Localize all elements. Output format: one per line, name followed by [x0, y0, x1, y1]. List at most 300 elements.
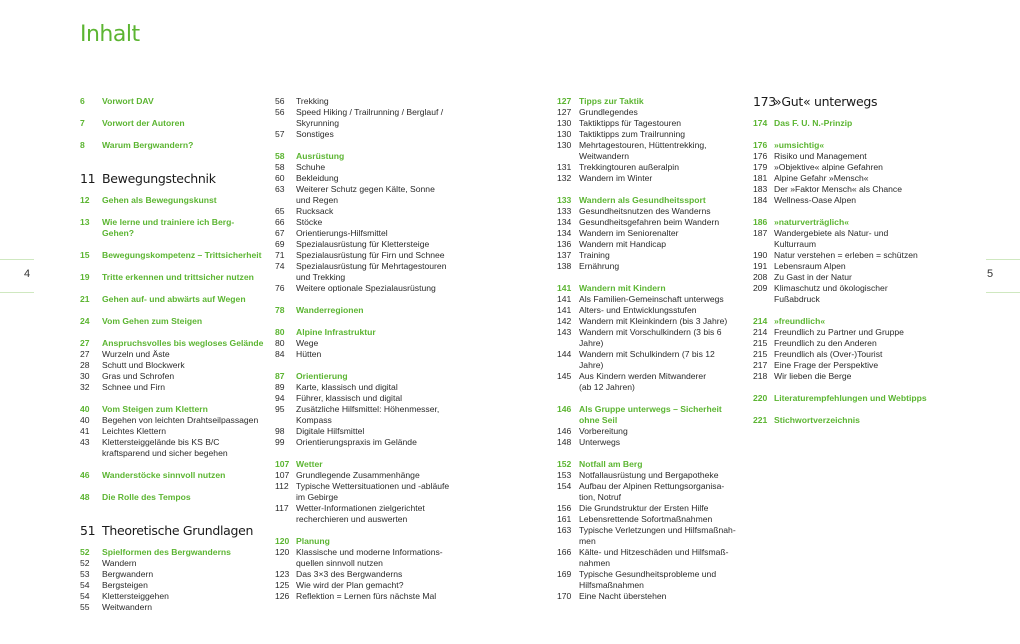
- toc-title: Wanderstöcke sinnvoll nutzen: [102, 469, 226, 480]
- toc-entry: [275, 338, 465, 349]
- toc-title: Gesundheitsnutzen des Wanderns: [579, 205, 711, 216]
- toc-title: Zusätzliche Hilfsmittel: Höhenmesser, Kompass: [296, 403, 440, 425]
- toc-entry: [80, 569, 265, 580]
- toc-page-number: 117: [275, 502, 289, 513]
- toc-page-number: 28: [80, 359, 90, 370]
- toc-entry: [275, 382, 465, 393]
- toc-page-number: 184: [753, 194, 768, 205]
- toc-title: »umsichtig«: [774, 139, 825, 150]
- toc-column-2: [275, 96, 465, 602]
- toc-entry: [557, 349, 742, 371]
- toc-page-number: 43: [80, 436, 90, 447]
- toc-title: Vom Gehen zum Steigen: [102, 315, 203, 326]
- toc-title: Alpine Infrastruktur: [296, 326, 376, 337]
- toc-title: Trekkingtouren außeralpin: [579, 161, 679, 172]
- toc-section: [80, 96, 265, 107]
- toc-title: Warum Bergwandern?: [102, 139, 194, 150]
- toc-title: Gras und Schrofen: [102, 370, 175, 381]
- toc-entry: [557, 426, 742, 437]
- toc-page-number: 15: [80, 249, 90, 260]
- toc-entry: [557, 228, 742, 239]
- toc-page-number: 69: [275, 238, 285, 249]
- toc-entry: [80, 591, 265, 602]
- right-margin-rule-bottom: [986, 292, 1020, 293]
- toc-title: Wir lieben die Berge: [774, 370, 852, 381]
- toc-entry: [275, 481, 465, 503]
- toc-title: Taktiktipps für Tagestouren: [579, 117, 682, 128]
- toc-entry: [753, 162, 943, 173]
- toc-title: Begehen von leichten Drahtseilpassagen: [102, 414, 259, 425]
- toc-page-number: 107: [275, 458, 290, 469]
- toc-title: Wie lerne und trainiere ich Berg-Gehen?: [102, 216, 235, 238]
- toc-title: Weitere optionale Spezialausrüstung: [296, 282, 436, 293]
- toc-title: Wetter-Informationen zielgerichtet recherchieren und auswerten: [296, 502, 425, 524]
- toc-page-number: 215: [753, 348, 768, 359]
- toc-title: Spezialausrüstung für Klettersteige: [296, 238, 430, 249]
- toc-title: Stichwortverzeichnis: [774, 414, 860, 425]
- toc-entry: [753, 184, 943, 195]
- toc-title: Klettersteiggelände bis KS B/C kraftsparend und sicher begehen: [102, 436, 228, 458]
- toc-page-number: 176: [753, 139, 768, 150]
- toc-title: Wurzeln und Äste: [102, 348, 170, 359]
- toc-title: Das F. U. N.-Prinzip: [774, 117, 853, 128]
- toc-page-number: 89: [275, 381, 285, 392]
- toc-chapter: [80, 168, 265, 190]
- toc-title: Bewegungstechnik: [102, 171, 216, 186]
- toc-title: Spezialausrüstung für Firn und Schnee: [296, 249, 445, 260]
- toc-title: Typische Wettersituationen und -abläufe im Gebirge: [296, 480, 450, 502]
- toc-page-number: 67: [275, 227, 285, 238]
- toc-page-number: 12: [80, 194, 90, 205]
- toc-page-number: 123: [275, 568, 290, 579]
- toc-title: Wanderregionen: [296, 304, 364, 315]
- toc-section: [80, 338, 265, 349]
- toc-page-number: 161: [557, 513, 572, 524]
- toc-entry: [557, 118, 742, 129]
- toc-title: Wandern als Gesundheitssport: [579, 194, 706, 205]
- toc-page-number: 174: [753, 117, 768, 128]
- toc-entry: [753, 228, 943, 250]
- toc-entry: [275, 96, 465, 107]
- toc-title: Als Familien-Gemeinschaft unterwegs: [579, 293, 724, 304]
- toc-title: Typische Gesundheitsprobleme und Hilfsmaßnahmen: [579, 568, 717, 590]
- toc-entry: [275, 349, 465, 360]
- toc-section: [80, 294, 265, 305]
- toc-section: [80, 547, 265, 558]
- toc-section: [753, 316, 943, 327]
- toc-section: [275, 536, 465, 547]
- toc-title: Orientierung: [296, 370, 348, 381]
- toc-entry: [557, 173, 742, 184]
- toc-page-number: 24: [80, 315, 90, 326]
- toc-entry: [557, 129, 742, 140]
- toc-page-number: 27: [80, 348, 90, 359]
- toc-section: [753, 140, 943, 151]
- toc-page-number: 133: [557, 205, 572, 216]
- toc-title: Karte, klassisch und digital: [296, 381, 398, 392]
- toc-entry: [753, 327, 943, 338]
- toc-entry: [557, 547, 742, 569]
- toc-entry: [557, 261, 742, 272]
- toc-title: Reflektion = Lernen fürs nächste Mal: [296, 590, 437, 601]
- toc-page-number: 21: [80, 293, 90, 304]
- toc-page-number: 134: [557, 227, 572, 238]
- left-margin-rule-top: [0, 259, 34, 260]
- toc-title: Schutt und Blockwerk: [102, 359, 185, 370]
- toc-page-number: 148: [557, 436, 572, 447]
- toc-page-number: 145: [557, 370, 572, 381]
- toc-page-number: 60: [275, 172, 285, 183]
- toc-page-number: 173: [753, 94, 776, 109]
- toc-page-number: 153: [557, 469, 572, 480]
- page-number-left: 4: [24, 268, 31, 280]
- toc-title: Kälte- und Hitzeschäden und Hilfsmaß- nahmen: [579, 546, 729, 568]
- toc-page-number: 87: [275, 370, 285, 381]
- toc-page-number: 11: [80, 171, 96, 186]
- toc-page-number: 221: [753, 414, 768, 425]
- toc-page-number: 209: [753, 282, 768, 293]
- toc-title: Führer, klassisch und digital: [296, 392, 403, 403]
- toc-title: Aus Kindern werden Mitwanderer (ab 12 Jahren): [579, 370, 707, 392]
- toc-page-number: 186: [753, 216, 768, 227]
- toc-entry: [275, 184, 465, 206]
- toc-title: Unterwegs: [579, 436, 621, 447]
- toc-title: Risiko und Management: [774, 150, 867, 161]
- toc-section: [275, 151, 465, 162]
- toc-page-number: 169: [557, 568, 572, 579]
- toc-page-number: 78: [275, 304, 285, 315]
- toc-entry: [275, 283, 465, 294]
- toc-title: Rucksack: [296, 205, 334, 216]
- toc-page-number: 57: [275, 128, 285, 139]
- toc-entry: [557, 316, 742, 327]
- toc-section: [80, 404, 265, 415]
- toc-title: Notfallausrüstung und Bergapotheke: [579, 469, 719, 480]
- toc-page-number: 74: [275, 260, 285, 271]
- toc-entry: [275, 437, 465, 448]
- toc-title: Speed Hiking / Trailrunning / Berglauf / Skyrunning: [296, 106, 444, 128]
- toc-page-number: 125: [275, 579, 290, 590]
- toc-section: [753, 118, 943, 129]
- toc-entry: [80, 580, 265, 591]
- toc-entry: [557, 294, 742, 305]
- left-margin-rule-bottom: [0, 292, 34, 293]
- toc-entry: [275, 261, 465, 283]
- toc-entry: [275, 393, 465, 404]
- toc-title: Als Gruppe unterwegs – Sicherheit ohne Seil: [579, 403, 722, 425]
- toc-title: Grundlegende Zusammenhänge: [296, 469, 420, 480]
- toc-title: Lebensraum Alpen: [774, 260, 846, 271]
- toc-entry: [557, 503, 742, 514]
- toc-entry: [275, 591, 465, 602]
- toc-section: [557, 96, 742, 107]
- toc-title: Die Grundstruktur der Ersten Hilfe: [579, 502, 709, 513]
- toc-title: Vorwort DAV: [102, 95, 154, 106]
- toc-title: Schnee und Firn: [102, 381, 166, 392]
- toc-title: Alters- und Entwicklungsstufen: [579, 304, 697, 315]
- toc-title: Klettersteiggehen: [102, 590, 169, 601]
- toc-page-number: 52: [80, 546, 90, 557]
- toc-page-number: 76: [275, 282, 285, 293]
- toc-title: Zu Gast in der Natur: [774, 271, 852, 282]
- toc-page-number: 146: [557, 403, 572, 414]
- toc-entry: [80, 360, 265, 371]
- toc-section: [80, 118, 265, 129]
- toc-title: Vorbereitung: [579, 425, 628, 436]
- toc-entry: [275, 404, 465, 426]
- toc-page-number: 80: [275, 326, 285, 337]
- toc-page-number: 130: [557, 117, 572, 128]
- toc-title: Bewegungskompetenz – Trittsicherheit: [102, 249, 262, 260]
- toc-entry: [753, 360, 943, 371]
- toc-page-number: 214: [753, 326, 768, 337]
- toc-title: »freundlich«: [774, 315, 826, 326]
- toc-page-number: 19: [80, 271, 90, 282]
- toc-title: Training: [579, 249, 610, 260]
- toc-entry: [557, 514, 742, 525]
- toc-page-number: 65: [275, 205, 285, 216]
- toc-page-number: 131: [557, 161, 572, 172]
- toc-entry: [275, 162, 465, 173]
- toc-page-number: 220: [753, 392, 768, 403]
- toc-title: Der »Faktor Mensch« als Chance: [774, 183, 903, 194]
- toc-title: Tipps zur Taktik: [579, 95, 644, 106]
- toc-entry: [557, 217, 742, 228]
- toc-title: Ausrüstung: [296, 150, 345, 161]
- toc-section: [557, 195, 742, 206]
- toc-entry: [557, 327, 742, 349]
- right-margin-rule-top: [986, 259, 1020, 260]
- toc-page-number: 94: [275, 392, 285, 403]
- toc-chapter: [80, 520, 265, 542]
- toc-title: Wie wird der Plan gemacht?: [296, 579, 404, 590]
- toc-title: Literaturempfehlungen und Webtipps: [774, 392, 927, 403]
- toc-page-number: 6: [80, 95, 85, 106]
- toc-entry: [557, 525, 742, 547]
- toc-page-number: 99: [275, 436, 285, 447]
- toc-entry: [80, 415, 265, 426]
- toc-page-number: 127: [557, 95, 572, 106]
- toc-title: Wandergebiete als Natur- und Kulturraum: [774, 227, 889, 249]
- toc-page-number: 183: [753, 183, 768, 194]
- toc-page-number: 144: [557, 348, 572, 359]
- toc-entry: [753, 195, 943, 206]
- toc-section: [80, 140, 265, 151]
- toc-page-number: 176: [753, 150, 768, 161]
- toc-page-number: 32: [80, 381, 90, 392]
- toc-page-number: 66: [275, 216, 285, 227]
- toc-title: Mehrtagestouren, Hüttentrekking, Weitwandern: [579, 139, 707, 161]
- toc-page-number: 27: [80, 337, 90, 348]
- toc-page-number: 13: [80, 216, 90, 227]
- toc-title: Wandern: [102, 557, 137, 568]
- toc-title: Klimaschutz und ökologischer Fußabdruck: [774, 282, 888, 304]
- toc-entry: [80, 382, 265, 393]
- toc-section: [275, 371, 465, 382]
- toc-title: Aufbau der Alpinen Rettungsorganisa- tion, Notruf: [579, 480, 725, 502]
- toc-title: Freundlich zu Partner und Gruppe: [774, 326, 904, 337]
- toc-title: Orientierungspraxis im Gelände: [296, 436, 417, 447]
- toc-page-number: 51: [80, 523, 96, 538]
- toc-entry: [275, 228, 465, 239]
- toc-title: Gehen auf- und abwärts auf Wegen: [102, 293, 246, 304]
- toc-entry: [275, 426, 465, 437]
- toc-title: Trekking: [296, 95, 329, 106]
- toc-title: Hütten: [296, 348, 322, 359]
- toc-page-number: 154: [557, 480, 572, 491]
- toc-page-number: 156: [557, 502, 572, 513]
- toc-title: Schuhe: [296, 161, 326, 172]
- toc-title: Wandern mit Handicap: [579, 238, 667, 249]
- toc-page-number: 41: [80, 425, 90, 436]
- toc-page-number: 143: [557, 326, 572, 337]
- toc-entry: [753, 250, 943, 261]
- toc-title: Eine Nacht überstehen: [579, 590, 667, 601]
- toc-title: Klassische und moderne Informations- quellen sinnvoll nutzen: [296, 546, 443, 568]
- toc-entry: [557, 569, 742, 591]
- toc-title: Notfall am Berg: [579, 458, 643, 469]
- toc-entry: [275, 217, 465, 228]
- toc-page-number: 54: [80, 579, 90, 590]
- toc-page-number: 214: [753, 315, 768, 326]
- toc-section: [753, 393, 943, 404]
- toc-page-number: 71: [275, 249, 285, 260]
- toc-page-number: 133: [557, 194, 572, 205]
- toc-column-1: [80, 96, 265, 613]
- toc-title: Digitale Hilfsmittel: [296, 425, 365, 436]
- toc-page-number: 95: [275, 403, 285, 414]
- toc-section: [80, 250, 265, 261]
- toc-title: Bekleidung: [296, 172, 339, 183]
- toc-title: Wandern mit Schulkindern (7 bis 12 Jahre): [579, 348, 715, 370]
- toc-page-number: 55: [80, 601, 90, 612]
- toc-title: Theoretische Grundlagen: [102, 523, 254, 538]
- toc-entry: [557, 239, 742, 250]
- toc-title: Weitwandern: [102, 601, 152, 612]
- toc-entry: [275, 503, 465, 525]
- toc-entry: [80, 602, 265, 613]
- toc-section: [80, 217, 265, 239]
- toc-page-number: 190: [753, 249, 768, 260]
- toc-section: [80, 316, 265, 327]
- toc-entry: [80, 437, 265, 459]
- toc-entry: [753, 371, 943, 382]
- toc-entry: [275, 250, 465, 261]
- toc-title: Spielformen des Bergwanderns: [102, 546, 231, 557]
- toc-title: Anspruchsvolles bis wegloses Gelände: [102, 337, 264, 348]
- toc-page-number: 56: [275, 95, 285, 106]
- toc-page-number: 152: [557, 458, 572, 469]
- toc-page-number: 141: [557, 304, 572, 315]
- toc-section: [80, 492, 265, 503]
- toc-chapter: [753, 91, 943, 113]
- toc-page-number: 8: [80, 139, 85, 150]
- toc-section: [753, 415, 943, 426]
- toc-page-number: 53: [80, 568, 90, 579]
- toc-entry: [557, 107, 742, 118]
- toc-section: [557, 404, 742, 426]
- toc-page-number: 63: [275, 183, 285, 194]
- toc-entry: [557, 591, 742, 602]
- toc-title: Taktiktipps zum Trailrunning: [579, 128, 686, 139]
- toc-page-number: 215: [753, 337, 768, 348]
- toc-column-3: [557, 96, 742, 602]
- toc-page-number: 112: [275, 480, 289, 491]
- toc-section: [753, 217, 943, 228]
- toc-page-number: 146: [557, 425, 572, 436]
- toc-page-number: 46: [80, 469, 90, 480]
- toc-title: Gesundheitsgefahren beim Wandern: [579, 216, 720, 227]
- toc-section: [557, 283, 742, 294]
- toc-title: Spezialausrüstung für Mehrtagestouren und Trekking: [296, 260, 447, 282]
- toc-entry: [753, 338, 943, 349]
- toc-page-number: 126: [275, 590, 290, 601]
- toc-page-number: 166: [557, 546, 572, 557]
- toc-entry: [275, 206, 465, 217]
- toc-page-number: 134: [557, 216, 572, 227]
- toc-page-number: 40: [80, 414, 90, 425]
- toc-page-number: 170: [557, 590, 572, 601]
- toc-page-number: 208: [753, 271, 768, 282]
- toc-title: Leichtes Klettern: [102, 425, 167, 436]
- toc-page-number: 52: [80, 557, 90, 568]
- toc-entry: [753, 349, 943, 360]
- toc-title: Orientierungs-Hilfsmittel: [296, 227, 388, 238]
- toc-page-number: 130: [557, 139, 572, 150]
- toc-title: Freundlich zu den Anderen: [774, 337, 877, 348]
- toc-entry: [80, 426, 265, 437]
- toc-entry: [275, 470, 465, 481]
- toc-entry: [753, 151, 943, 162]
- toc-page-number: 191: [753, 260, 768, 271]
- toc-section: [80, 195, 265, 206]
- toc-page-number: 179: [753, 161, 768, 172]
- toc-title: Vom Steigen zum Klettern: [102, 403, 208, 414]
- toc-title: Die Rolle des Tempos: [102, 491, 191, 502]
- toc-page-number: 84: [275, 348, 285, 359]
- toc-page-number: 187: [753, 227, 768, 238]
- toc-title: Alpine Gefahr »Mensch«: [774, 172, 869, 183]
- toc-page-number: 58: [275, 161, 285, 172]
- toc-page-number: 120: [275, 546, 290, 557]
- toc-entry: [557, 371, 742, 393]
- toc-entry: [275, 239, 465, 250]
- toc-page-number: 127: [557, 106, 572, 117]
- toc-entry: [557, 437, 742, 448]
- toc-page-number: 141: [557, 282, 572, 293]
- toc-title: Das 3×3 des Bergwanderns: [296, 568, 403, 579]
- page-number-right: 5: [987, 268, 994, 280]
- toc-page-number: 217: [753, 359, 768, 370]
- toc-entry: [557, 162, 742, 173]
- toc-page-number: 30: [80, 370, 90, 381]
- toc-entry: [557, 140, 742, 162]
- page-title: Inhalt: [80, 22, 140, 47]
- toc-page-number: 138: [557, 260, 572, 271]
- toc-entry: [275, 107, 465, 129]
- toc-page-number: 137: [557, 249, 572, 260]
- toc-title: Planung: [296, 535, 330, 546]
- toc-entry: [753, 272, 943, 283]
- toc-title: Bergwandern: [102, 568, 154, 579]
- toc-title: Wandern mit Kindern: [579, 282, 666, 293]
- toc-page-number: 142: [557, 315, 572, 326]
- toc-title: Weiterer Schutz gegen Kälte, Sonne und Regen: [296, 183, 435, 205]
- toc-title: »naturverträglich«: [774, 216, 849, 227]
- toc-entry: [753, 173, 943, 184]
- toc-section: [275, 459, 465, 470]
- toc-section: [80, 470, 265, 481]
